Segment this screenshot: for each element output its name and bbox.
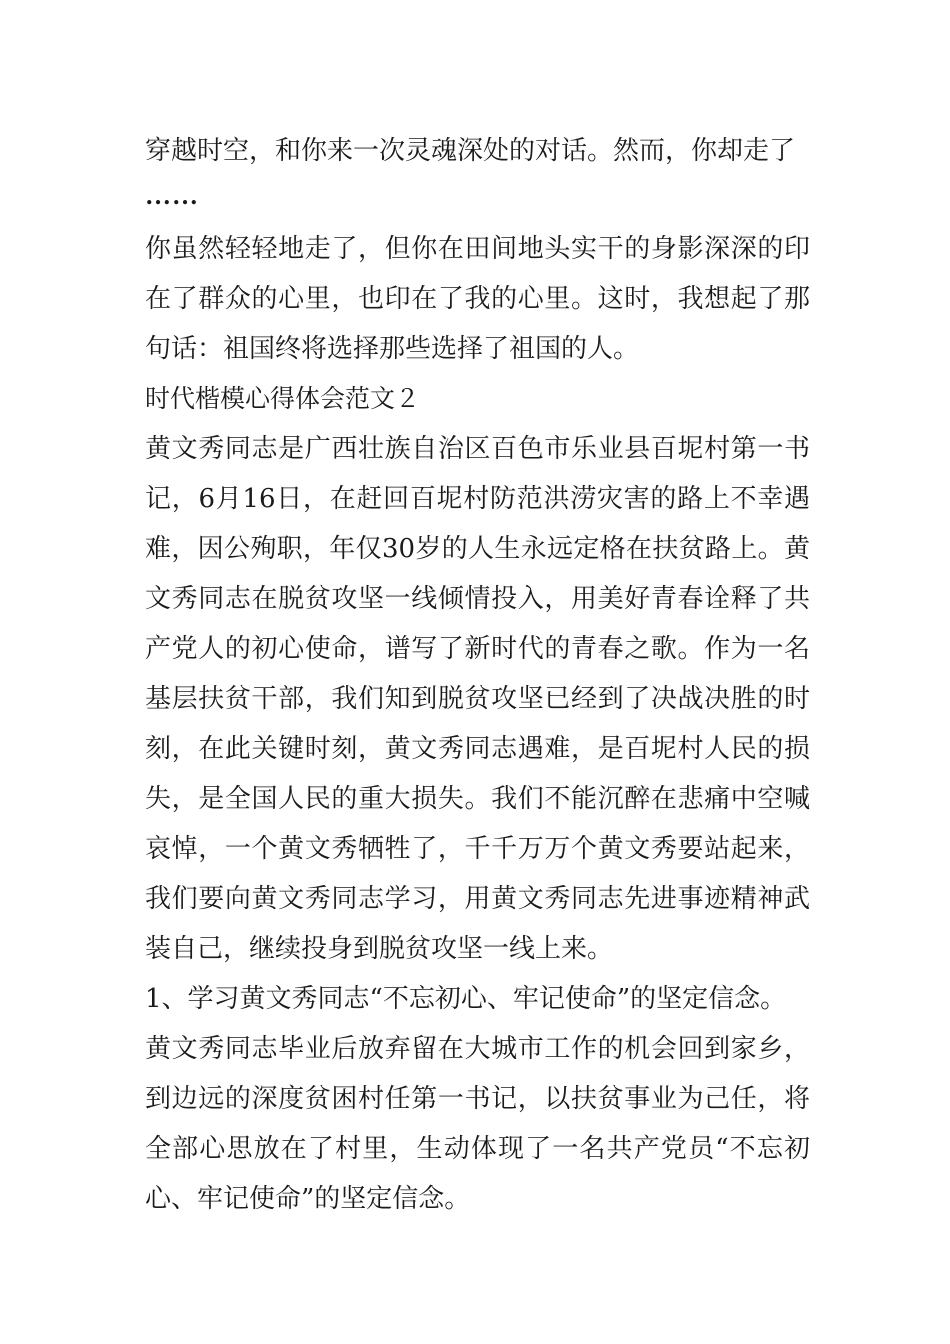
section-heading: 时代楷模心得体会范文２ xyxy=(145,384,421,413)
document-body xyxy=(145,126,810,1224)
ellipsis-line: …… xyxy=(145,181,199,210)
paragraph-main: 黄文秀同志是广西壮族自治区百色市乐业县百坭村第一书记，6月16日，在赶回百坭村防范洪涝灾害的路上不幸遇难，因公殉职，年仅30岁的人生永远定格在扶贫路上。黄文秀同志在脱贫攻坚一线倾情投入，用美好青春诠释了共产党人的初心使命，谱写了新时代的青春之歌。作为一名基层扶贫干部，我们知到脱贫攻坚已经到了决战决胜的时刻，在此关键时刻，黄文秀同志遇难，是百坭村人民的损失，是全国人民的重大损失。我们不能沉醉在悲痛中空喊哀悼，一个黄文秀牺牲了，千千万万个黄文秀要站起来，我们要向黄文秀同志学习，用黄文秀同志先进事迹精神武装自己，继续投身到脱贫攻坚一线上来。 xyxy=(145,434,810,964)
paragraph-intro-end: 穿越时空，和你来一次灵魂深处的对话。然而，你却走了 xyxy=(145,136,796,166)
list-item-1-heading: 1、学习黄文秀同志“不忘初心、牢记使命”的坚定信念。 xyxy=(145,984,787,1014)
paragraph-reflection: 你虽然轻轻地走了，但你在田间地头实干的身影深深的印在了群众的心里，也印在了我的心里。这时，我想起了那句话：祖国终将选择那些选择了祖国的人。 xyxy=(145,234,810,364)
paragraph-list-item-1: 黄文秀同志毕业后放弃留在大城市工作的机会回到家乡，到边远的深度贫困村任第一书记，以扶贫事业为己任，将全部心思放在了村里，生动体现了一名共产党员“不忘初心、牢记使命”的坚定信念。 xyxy=(145,1034,810,1214)
